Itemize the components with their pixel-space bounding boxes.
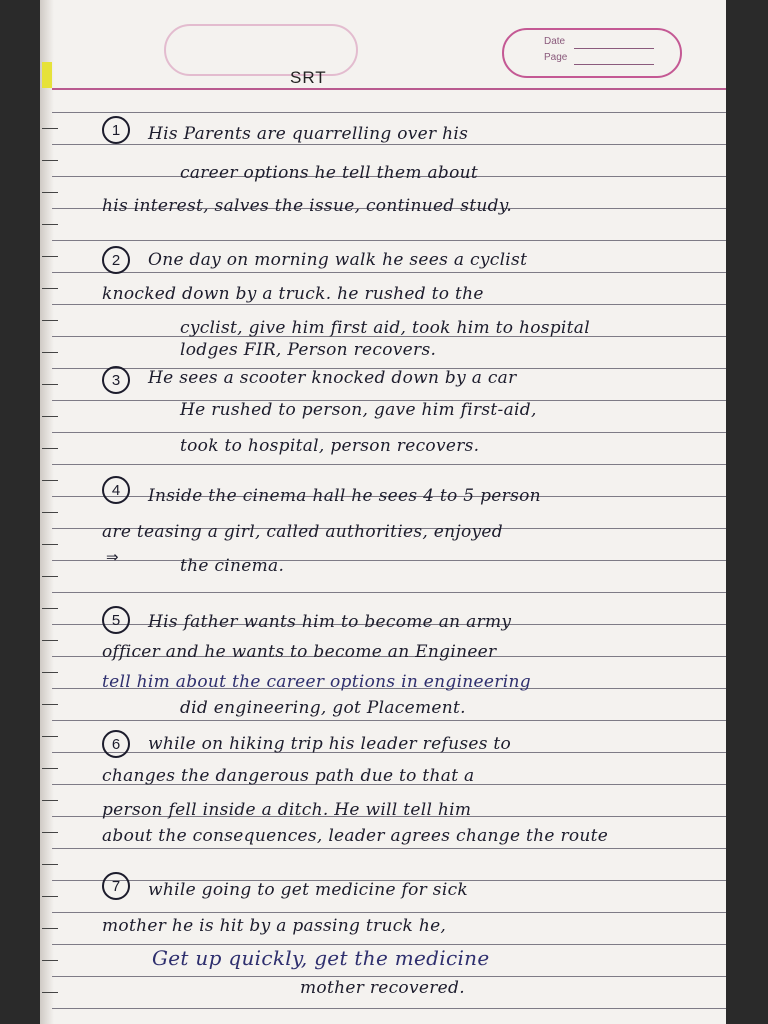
item-number-6: 6 xyxy=(102,730,130,758)
ruled-line xyxy=(52,144,726,145)
margin-tick xyxy=(42,224,58,225)
faint-header-stamp xyxy=(164,24,358,76)
item-number-4: 4 xyxy=(102,476,130,504)
margin-tick xyxy=(42,832,58,833)
item-number-3: 3 xyxy=(102,366,130,394)
ruled-line xyxy=(52,304,726,305)
item-5-line-3: tell him about the career options in engineering xyxy=(102,672,531,692)
item-5-line-1: His father wants him to become an army xyxy=(148,612,512,632)
ruled-line xyxy=(52,720,726,721)
item-1-line-3: his interest, salves the issue, continued study. xyxy=(102,196,513,216)
item-7-line-3: Get up quickly, get the medicine xyxy=(152,946,490,970)
page-line xyxy=(574,64,654,65)
item-4-line-3: the cinema. xyxy=(180,556,285,576)
margin-tick xyxy=(42,448,58,449)
item-6-line-4: about the consequences, leader agrees change the route xyxy=(102,826,609,846)
page-label: Page xyxy=(544,52,568,63)
ruled-line xyxy=(52,112,726,113)
item-6-line-1: while on hiking trip his leader refuses to xyxy=(148,734,512,754)
margin-tick xyxy=(42,352,58,353)
item-number-1: 1 xyxy=(102,116,130,144)
item-4-line-1: Inside the cinema hall he sees 4 to 5 person xyxy=(148,486,541,506)
item-4-line-2: are teasing a girl, called authorities, enjoyed xyxy=(102,522,503,542)
margin-tick xyxy=(42,128,58,129)
item-1-line-2: career options he tell them about xyxy=(180,163,479,183)
item-2-line-1: One day on morning walk he sees a cyclist xyxy=(148,250,528,270)
item-6-line-3: person fell inside a ditch. He will tell him xyxy=(102,800,472,820)
margin-tick xyxy=(42,416,58,417)
item-2-line-4: lodges FIR, Person recovers. xyxy=(180,340,437,360)
item-5-line-4: did engineering, got Placement. xyxy=(180,698,466,718)
margin-tick xyxy=(42,768,58,769)
margin-tick xyxy=(42,288,58,289)
item-3-line-3: took to hospital, person recovers. xyxy=(180,436,480,456)
item-7-line-2: mother he is hit by a passing truck he, xyxy=(102,916,447,936)
notebook-page xyxy=(40,0,726,1024)
item-2-line-2: knocked down by a truck. he rushed to the xyxy=(102,284,484,304)
item-3-line-1: He sees a scooter knocked down by a car xyxy=(148,368,517,388)
margin-tick xyxy=(42,576,58,577)
item-5-line-2: officer and he wants to become an Engineer xyxy=(102,642,497,662)
margin-tick xyxy=(42,896,58,897)
item-7-line-1: while going to get medicine for sick xyxy=(148,880,468,900)
item-number-5: 5 xyxy=(102,606,130,634)
ruled-line xyxy=(52,432,726,433)
ruled-line xyxy=(52,592,726,593)
margin-tick xyxy=(42,160,58,161)
item-2-line-3: cyclist, give him first aid, took him to hospital xyxy=(180,318,590,338)
ruled-line xyxy=(52,944,726,945)
margin-tick xyxy=(42,384,58,385)
ruled-line xyxy=(52,1008,726,1009)
margin-tick xyxy=(42,608,58,609)
ruled-line xyxy=(52,240,726,241)
margin-tick xyxy=(42,512,58,513)
margin-tick xyxy=(42,672,58,673)
margin-tick xyxy=(42,800,58,801)
margin-tick xyxy=(42,480,58,481)
margin-tick xyxy=(42,256,58,257)
item-number-7: 7 xyxy=(102,872,130,900)
item-7-line-4: mother recovered. xyxy=(300,978,465,998)
margin-tick xyxy=(42,928,58,929)
ruled-line xyxy=(52,912,726,913)
margin-tick xyxy=(42,992,58,993)
margin-tick xyxy=(42,544,58,545)
page-title: SRT xyxy=(290,68,327,87)
ruled-line xyxy=(52,272,726,273)
item-number-2: 2 xyxy=(102,246,130,274)
margin-tick xyxy=(42,960,58,961)
margin-tick xyxy=(42,736,58,737)
arrow-icon: ⇒ xyxy=(106,548,119,566)
item-1-line-1: His Parents are quarrelling over his xyxy=(148,124,469,144)
ruled-line xyxy=(52,464,726,465)
margin-tick xyxy=(42,864,58,865)
margin-tick xyxy=(42,640,58,641)
date-page-box xyxy=(502,28,682,78)
margin-tick xyxy=(42,192,58,193)
header-rule xyxy=(52,88,726,90)
margin-tick xyxy=(42,704,58,705)
date-line xyxy=(574,48,654,49)
date-label: Date xyxy=(544,36,566,47)
ruled-line xyxy=(52,848,726,849)
binding-highlight xyxy=(42,62,52,88)
ruled-line xyxy=(52,976,726,977)
margin-tick xyxy=(42,320,58,321)
item-3-line-2: He rushed to person, gave him first-aid, xyxy=(180,400,537,420)
item-6-line-2: changes the dangerous path due to that a xyxy=(102,766,475,786)
